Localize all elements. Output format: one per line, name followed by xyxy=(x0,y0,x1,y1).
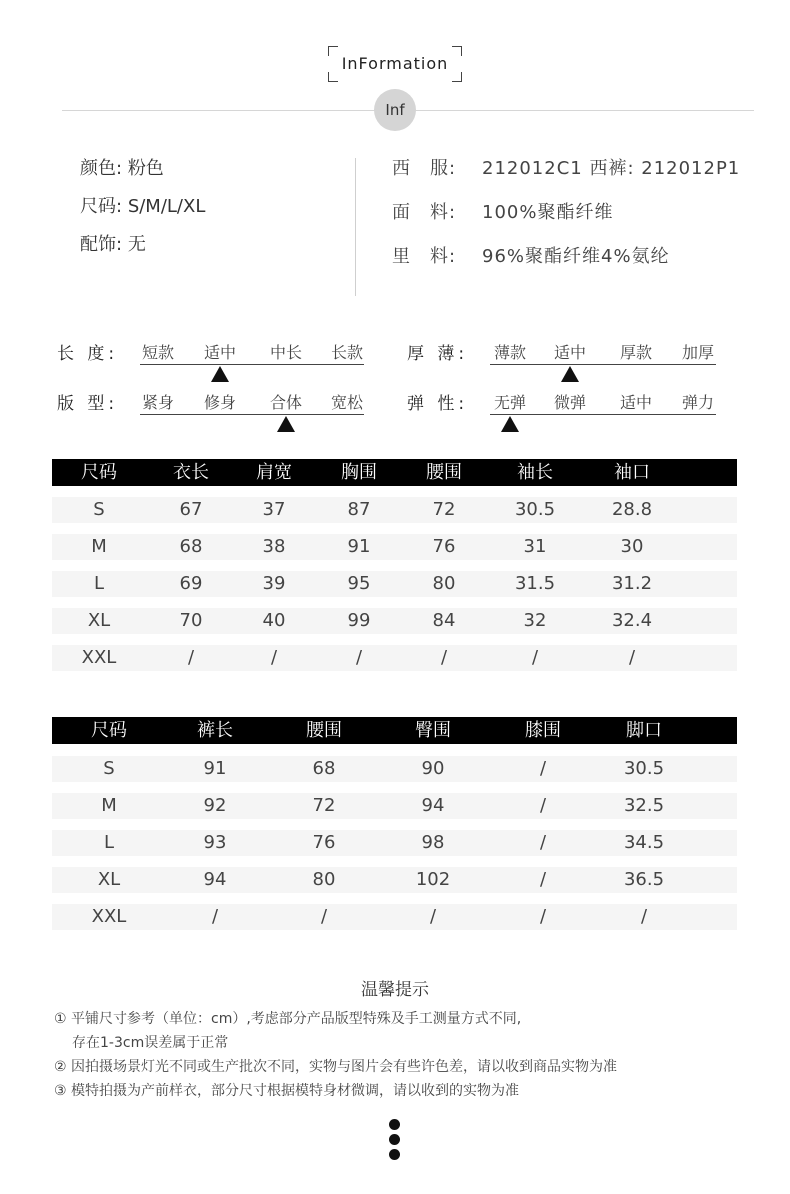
note-item: ② 因拍摄场景灯光不同或生产批次不同，实物与图片会有些许色差，请以收到商品实物为准 xyxy=(54,1059,617,1075)
more-dot-icon xyxy=(389,1134,400,1145)
table-cell: 37 xyxy=(262,499,286,520)
info-value: 100%聚酯纤维 xyxy=(482,202,614,223)
column-header: 袖长 xyxy=(517,462,553,483)
vertical-divider xyxy=(355,158,356,296)
table-cell: 93 xyxy=(203,832,227,853)
table-row xyxy=(52,645,737,671)
table-cell: 91 xyxy=(203,758,227,779)
scale-option: 合体 xyxy=(269,393,302,412)
column-header: 腰围 xyxy=(306,720,342,741)
info-label: 里 料: xyxy=(392,246,457,267)
table-cell: 80 xyxy=(312,869,336,890)
column-header: 尺码 xyxy=(81,462,117,483)
info-label: 颜色: xyxy=(80,158,123,179)
table-cell: L xyxy=(93,573,105,594)
table-cell: / xyxy=(539,906,547,927)
table-row xyxy=(52,830,737,856)
scale-option: 无弹 xyxy=(493,393,526,412)
table-cell: 99 xyxy=(347,610,371,631)
scale-option: 弹力 xyxy=(681,393,714,412)
note-item: 存在1-3cm误差属于正常 xyxy=(72,1035,229,1051)
table-cell: 76 xyxy=(312,832,336,853)
table-cell: 91 xyxy=(347,536,371,557)
table-cell: / xyxy=(187,647,195,668)
selected-marker-icon xyxy=(277,416,295,432)
table-cell: 95 xyxy=(347,573,371,594)
info-label: 西 服: xyxy=(392,158,457,179)
table-cell: 87 xyxy=(347,499,371,520)
table-cell: 92 xyxy=(203,795,227,816)
table-header xyxy=(52,459,737,486)
info-accessory xyxy=(80,230,146,256)
column-header: 腰围 xyxy=(426,462,462,483)
column-header: 衣长 xyxy=(173,462,209,483)
column-header: 膝围 xyxy=(525,720,561,741)
scale-line xyxy=(490,364,716,365)
table-cell: XXL xyxy=(81,647,117,668)
table-cell: 72 xyxy=(432,499,456,520)
table-cell: XL xyxy=(87,610,111,631)
table-cell: 30.5 xyxy=(514,499,556,520)
table-cell: S xyxy=(93,499,105,520)
column-header: 裤长 xyxy=(197,720,233,741)
table-cell: / xyxy=(539,832,547,853)
column-header: 尺码 xyxy=(91,720,127,741)
table-cell: 28.8 xyxy=(611,499,653,520)
info-label: 面 料: xyxy=(392,202,457,223)
table-row xyxy=(52,867,737,893)
table-row xyxy=(52,497,737,523)
column-header: 胸围 xyxy=(341,462,377,483)
table-cell: / xyxy=(640,906,648,927)
scale-label: 厚 薄: xyxy=(407,344,469,364)
column-header: 脚口 xyxy=(626,720,662,741)
table-cell: 80 xyxy=(432,573,456,594)
section-title: InFormation xyxy=(341,54,449,73)
table-cell: 70 xyxy=(179,610,203,631)
table-cell: / xyxy=(270,647,278,668)
table-cell: / xyxy=(211,906,219,927)
note-item: ① 平铺尺寸参考（单位：cm）,考虑部分产品版型特殊及手工测量方式不同, xyxy=(54,1011,522,1027)
scale-option: 中长 xyxy=(269,343,302,362)
table-cell: 32.4 xyxy=(611,610,653,631)
table-row xyxy=(52,904,737,930)
table-cell: XL xyxy=(97,869,121,890)
table-row xyxy=(52,534,737,560)
table-cell: 94 xyxy=(203,869,227,890)
column-header: 肩宽 xyxy=(256,462,292,483)
info-value: 212012C1 西裤: 212012P1 xyxy=(482,158,741,179)
table-cell: 40 xyxy=(262,610,286,631)
info-label: 尺码: xyxy=(80,196,123,217)
note-item: ③ 模特拍摄为产前样衣，部分尺寸根据模特身材微调，请以收到的实物为准 xyxy=(54,1083,519,1099)
selected-marker-icon xyxy=(211,366,229,382)
table-cell: 68 xyxy=(312,758,336,779)
table-cell: 98 xyxy=(421,832,445,853)
table-cell: 84 xyxy=(432,610,456,631)
table-row xyxy=(52,756,737,782)
notes-title: 温馨提示 xyxy=(361,980,429,1000)
section-badge: Inf xyxy=(374,89,416,131)
info-value: 96%聚酯纤维4%氨纶 xyxy=(482,246,670,267)
table-cell: 32 xyxy=(523,610,547,631)
table-cell: M xyxy=(101,795,117,816)
scale-option: 适中 xyxy=(203,343,236,362)
scale-option: 适中 xyxy=(619,393,652,412)
scale-label: 弹 性: xyxy=(407,394,469,414)
more-dot-icon xyxy=(389,1149,400,1160)
info-label: 配饰: xyxy=(80,234,123,255)
table-cell: 69 xyxy=(179,573,203,594)
table-cell: 90 xyxy=(421,758,445,779)
table-header xyxy=(52,717,737,744)
scale-option: 长款 xyxy=(330,343,363,362)
frame-corner xyxy=(452,72,462,82)
table-cell: / xyxy=(539,869,547,890)
info-value: S/M/L/XL xyxy=(127,196,206,217)
scale-option: 宽松 xyxy=(330,393,363,412)
selected-marker-icon xyxy=(561,366,579,382)
column-header: 臀围 xyxy=(415,720,451,741)
info-style-number xyxy=(392,154,740,180)
table-cell: S xyxy=(103,758,115,779)
scale-line xyxy=(490,414,716,415)
scale-line xyxy=(140,364,364,365)
table-row xyxy=(52,793,737,819)
table-cell: 36.5 xyxy=(623,869,665,890)
table-cell: / xyxy=(355,647,363,668)
table-cell: 94 xyxy=(421,795,445,816)
scale-option: 短款 xyxy=(141,343,174,362)
more-dot-icon xyxy=(389,1119,400,1130)
table-cell: 68 xyxy=(179,536,203,557)
table-cell: 38 xyxy=(262,536,286,557)
table-cell: / xyxy=(531,647,539,668)
scale-option: 加厚 xyxy=(681,343,714,362)
info-lining xyxy=(392,242,670,268)
scale-option: 微弹 xyxy=(553,393,586,412)
table-cell: XXL xyxy=(91,906,127,927)
scale-option: 紧身 xyxy=(141,393,174,412)
section-title-frame xyxy=(328,46,462,82)
info-value: 粉色 xyxy=(127,158,164,179)
table-cell: / xyxy=(539,795,547,816)
table-cell: M xyxy=(91,536,107,557)
info-color xyxy=(80,154,164,180)
selected-marker-icon xyxy=(501,416,519,432)
table-row xyxy=(52,571,737,597)
table-cell: / xyxy=(320,906,328,927)
scale-option: 修身 xyxy=(203,393,236,412)
table-cell: 39 xyxy=(262,573,286,594)
table-cell: 30.5 xyxy=(623,758,665,779)
table-cell: L xyxy=(103,832,115,853)
table-cell: 72 xyxy=(312,795,336,816)
table-row xyxy=(52,608,737,634)
table-cell: 30 xyxy=(620,536,644,557)
table-cell: 67 xyxy=(179,499,203,520)
scale-label: 版 型: xyxy=(57,394,119,414)
table-cell: / xyxy=(628,647,636,668)
table-cell: 31 xyxy=(523,536,547,557)
info-size xyxy=(80,192,205,218)
table-cell: / xyxy=(429,906,437,927)
table-cell: 32.5 xyxy=(623,795,665,816)
table-cell: 102 xyxy=(415,869,451,890)
table-cell: 34.5 xyxy=(623,832,665,853)
column-header: 袖口 xyxy=(614,462,650,483)
info-fabric xyxy=(392,198,613,224)
scale-option: 适中 xyxy=(553,343,586,362)
scale-option: 薄款 xyxy=(493,343,526,362)
frame-corner xyxy=(328,72,338,82)
table-cell: 76 xyxy=(432,536,456,557)
table-cell: / xyxy=(539,758,547,779)
scale-option: 厚款 xyxy=(619,343,652,362)
scale-label: 长 度: xyxy=(57,344,119,364)
scale-line xyxy=(140,414,364,415)
table-cell: 31.5 xyxy=(514,573,556,594)
table-cell: / xyxy=(440,647,448,668)
table-cell: 31.2 xyxy=(611,573,653,594)
info-value: 无 xyxy=(127,234,146,255)
